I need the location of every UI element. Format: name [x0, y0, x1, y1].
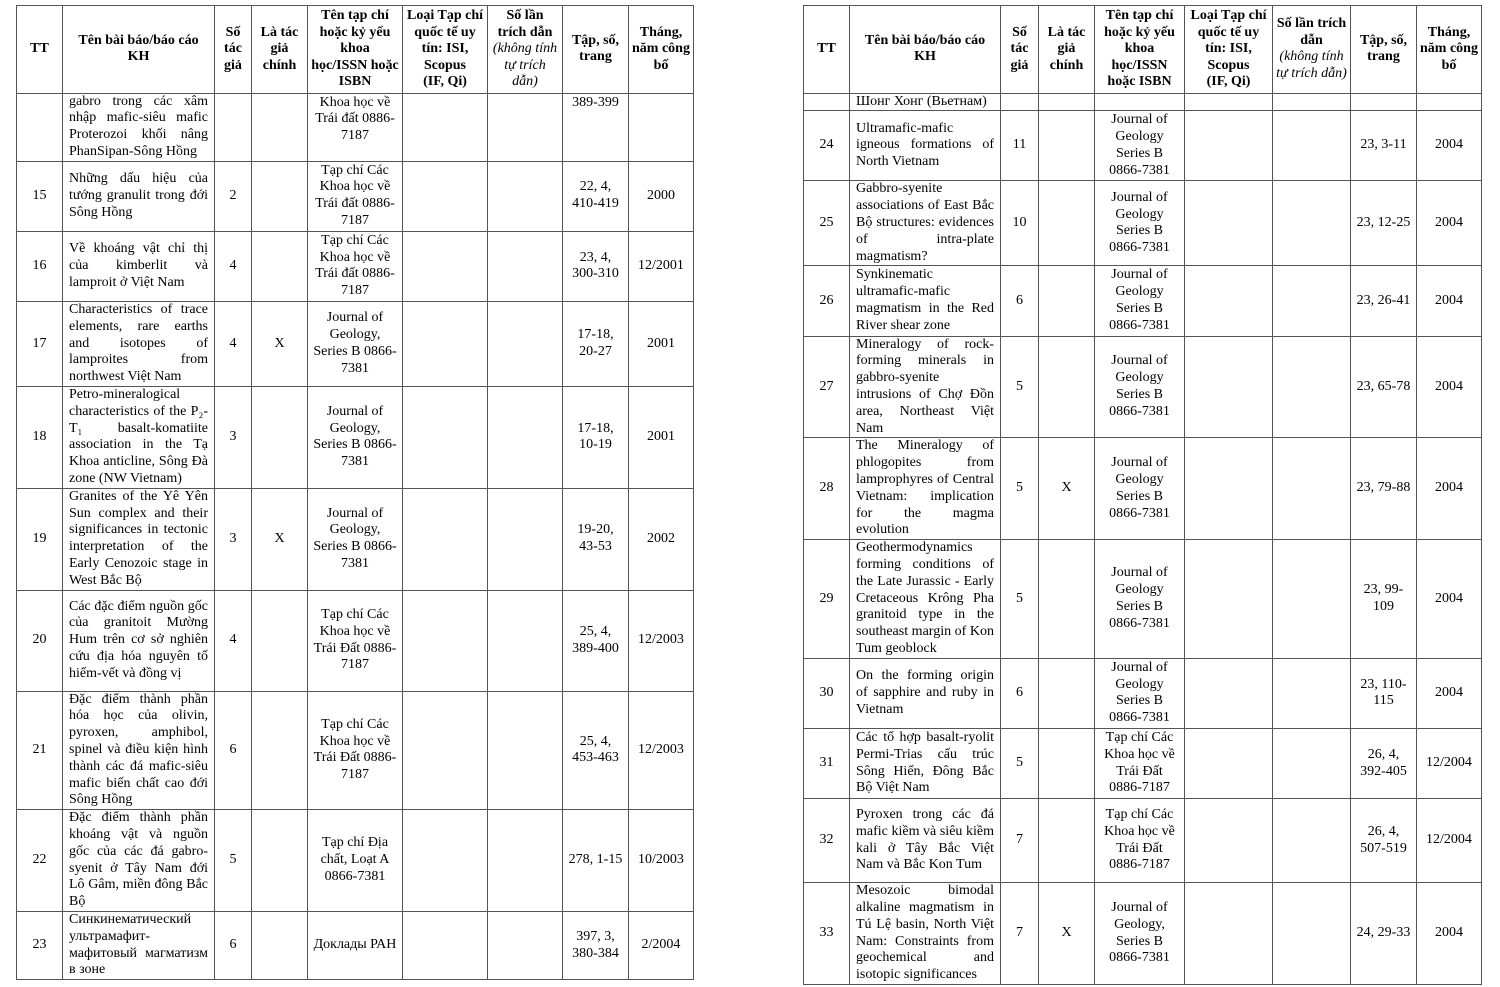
cell-date: 2004: [1417, 540, 1482, 659]
cell-type: [1185, 799, 1273, 883]
header-main-author: Là tác giả chính: [252, 6, 308, 94]
cell-title: Petro-mineralogical characteristics of the P₂-T₁ basalt-komatiite association in the Tạ Khoa anticline, Sông Đà zone (NW Vietnam): [63, 387, 215, 489]
cell-type: [403, 810, 488, 912]
cell-date: 2/2004: [629, 911, 694, 979]
header-authors: Số tác giả: [1001, 6, 1039, 94]
cell-type: [403, 161, 488, 231]
cell-volume: 278, 1-15: [563, 810, 629, 912]
cell-date: 2004: [1417, 883, 1482, 985]
cell-type: [1185, 540, 1273, 659]
cell-main-author: [1039, 540, 1095, 659]
cell-journal: Journal of Geology, Series B 0866-7381: [1095, 883, 1185, 985]
header-type: [403, 6, 488, 94]
cell-title: The Mineralogy of phlogopites from lamprophyres of Central Vietnam: implication for the magma evolution: [850, 438, 1001, 540]
cell-title: Gabbro-syenite associations of East Bắc Bộ structures: evidences of intra-plate magmatism?: [850, 181, 1001, 266]
cell-volume: 22, 4, 410-419: [563, 161, 629, 231]
cell-title: Mesozoic bimodal alkaline magmatism in Tú Lệ basin, North Việt Nam: Constraints from geochemical and isotopic significances: [850, 883, 1001, 985]
cell-volume: 23, 26-41: [1351, 266, 1417, 336]
cell-title: Characteristics of trace elements, rare earths and isotopes of lamproites from northwest Việt Nam: [63, 302, 215, 387]
right-page: [803, 5, 1482, 985]
table-row: [804, 799, 1482, 883]
cell-main-author: [252, 810, 308, 912]
cell-authors: [215, 93, 252, 161]
table-row: [804, 658, 1482, 728]
cell-tt: 31: [804, 728, 850, 798]
cell-title: Những dấu hiệu của tướng granulit trong đới Sông Hồng: [63, 161, 215, 231]
cell-type: [1185, 266, 1273, 336]
cell-title: Geothermodynamics forming conditions of the Late Jurassic - Early Cretaceous Krông Pha granitoid type in the southeast margin of Kon Tum geoblock: [850, 540, 1001, 659]
cell-authors: 6: [1001, 658, 1039, 728]
publications-table-left: [16, 5, 694, 980]
cell-date: 12/2003: [629, 590, 694, 691]
cell-citations: [488, 810, 563, 912]
cell-date: 2004: [1417, 266, 1482, 336]
cell-main-author: X: [252, 302, 308, 387]
cell-citations: [1273, 266, 1351, 336]
cell-date: 12/2001: [629, 231, 694, 301]
cell-type: [1185, 93, 1273, 111]
cell-authors: 7: [1001, 883, 1039, 985]
cell-citations: [1273, 799, 1351, 883]
header-citations: [488, 6, 563, 94]
cell-main-author: [252, 691, 308, 810]
header-main-author: Là tác giả chính: [1039, 6, 1095, 94]
cell-main-author: [1039, 181, 1095, 266]
cell-title: Các tổ hợp basalt-ryolit Permi-Trias cấu trúc Sông Hiến, Đông Bắc Bộ Việt Nam: [850, 728, 1001, 798]
table-row: [17, 488, 694, 590]
table-row: [17, 691, 694, 810]
cell-citations: [1273, 93, 1351, 111]
cell-type: [1185, 883, 1273, 985]
cell-journal: Journal of Geology Series B 0866-7381: [1095, 658, 1185, 728]
rows-left: [17, 93, 694, 980]
table-row: [804, 181, 1482, 266]
cell-main-author: [252, 387, 308, 489]
cell-title: Về khoáng vật chỉ thị của kimberlit và lamproit ở Việt Nam: [63, 231, 215, 301]
cell-date: 2002: [629, 488, 694, 590]
cell-authors: 3: [215, 387, 252, 489]
cell-journal: Journal of Geology, Series B 0866-7381: [308, 302, 403, 387]
cell-date: 2004: [1417, 181, 1482, 266]
left-page: [16, 5, 694, 980]
cell-volume: 17-18, 20-27: [563, 302, 629, 387]
table-row: [17, 231, 694, 301]
cell-citations: [1273, 181, 1351, 266]
cell-journal: Tạp chí Các Khoa học về Trái Đất 0886-7187: [308, 590, 403, 691]
cell-main-author: X: [252, 488, 308, 590]
table-row: [804, 111, 1482, 181]
header-type: [1185, 6, 1273, 94]
cell-tt: 33: [804, 883, 850, 985]
header-type-sub: (IF, Qi): [423, 74, 467, 89]
cell-main-author: X: [1039, 438, 1095, 540]
cell-volume: 17-18, 10-19: [563, 387, 629, 489]
header-row: [804, 6, 1482, 94]
cell-date: 2004: [1417, 438, 1482, 540]
cell-title: Синкинематический ультрамафит-мафитовый магматизм в зоне: [63, 911, 215, 979]
cell-volume: 26, 4, 392-405: [1351, 728, 1417, 798]
cell-volume: 24, 29-33: [1351, 883, 1417, 985]
cell-volume: [1351, 93, 1417, 111]
table-row: [17, 810, 694, 912]
table-row: [17, 590, 694, 691]
cell-type: [403, 302, 488, 387]
cell-citations: [1273, 336, 1351, 438]
cell-journal: [1095, 93, 1185, 111]
cell-journal: Tạp chí Các Khoa học về Trái Đất 0886-7187: [1095, 799, 1185, 883]
publications-table-right: [803, 5, 1482, 985]
cell-title: Synkinematic ultramafic-mafic magmatism in the Red River shear zone: [850, 266, 1001, 336]
cell-authors: 5: [1001, 540, 1039, 659]
cell-volume: 389-399: [563, 93, 629, 161]
cell-type: [403, 488, 488, 590]
cell-journal: Journal of Geology Series B 0866-7381: [1095, 111, 1185, 181]
header-date: Tháng, năm công bố: [1417, 6, 1482, 94]
cell-type: [1185, 728, 1273, 798]
cell-authors: 7: [1001, 799, 1039, 883]
cell-type: [1185, 438, 1273, 540]
cell-volume: 23, 12-25: [1351, 181, 1417, 266]
cell-volume: 23, 4, 300-310: [563, 231, 629, 301]
header-citations: [1273, 6, 1351, 94]
table-row: [804, 728, 1482, 798]
cell-journal: Journal of Geology, Series B 0866-7381: [308, 387, 403, 489]
cell-main-author: [252, 161, 308, 231]
rows-right: [804, 93, 1482, 984]
table-row: [804, 540, 1482, 659]
cell-authors: 11: [1001, 111, 1039, 181]
cell-citations: [488, 911, 563, 979]
header-title: Tên bài báo/báo cáo KH: [850, 6, 1001, 94]
cell-title: Các đặc điểm nguồn gốc của granitoit Mường Hum trên cơ sở nghiên cứu địa hóa nguyên tố hiếm-vết và đồng vị: [63, 590, 215, 691]
cell-authors: 4: [215, 590, 252, 691]
header-tt: TT: [804, 6, 850, 94]
cell-type: [403, 231, 488, 301]
cell-tt: 23: [17, 911, 63, 979]
cell-authors: 4: [215, 302, 252, 387]
cell-title: Шонг Хонг (Вьетнам): [850, 93, 1001, 111]
cell-tt: 30: [804, 658, 850, 728]
cell-main-author: [1039, 336, 1095, 438]
cell-citations: [1273, 883, 1351, 985]
header-citations-text: Số lần trích dẫn: [497, 8, 553, 40]
cell-date: 2000: [629, 161, 694, 231]
cell-authors: 2: [215, 161, 252, 231]
header-volume: Tập, số, trang: [563, 6, 629, 94]
cell-citations: [1273, 540, 1351, 659]
cell-citations: [488, 488, 563, 590]
cell-type: [403, 93, 488, 161]
cell-authors: 6: [1001, 266, 1039, 336]
table-row: [17, 93, 694, 161]
cell-volume: 19-20, 43-53: [563, 488, 629, 590]
table-row: [804, 93, 1482, 111]
cell-journal: Tạp chí Các Khoa học về Trái Đất 0886-7187: [1095, 728, 1185, 798]
cell-main-author: [1039, 111, 1095, 181]
cell-citations: [488, 590, 563, 691]
cell-main-author: [1039, 728, 1095, 798]
cell-citations: [488, 93, 563, 161]
table-row: [804, 883, 1482, 985]
table-row: [17, 387, 694, 489]
cell-journal: Tạp chí Các Khoa học về Trái đất 0886-7187: [308, 231, 403, 301]
cell-tt: 16: [17, 231, 63, 301]
cell-type: [403, 590, 488, 691]
cell-main-author: [252, 590, 308, 691]
cell-tt: 27: [804, 336, 850, 438]
cell-tt: 28: [804, 438, 850, 540]
cell-title: Mineralogy of rock-forming minerals in gabbro-syenite intrusions of Chợ Đồn area, Northeast Việt Nam: [850, 336, 1001, 438]
cell-title: Granites of the Yê Yên Sun complex and their significances in tectonic interpretation of the Early Cenozoic stage in West Bắc Bộ: [63, 488, 215, 590]
cell-title: gabro trong các xâm nhập mafic-siêu mafic Proterozoi khối nâng PhanSipan-Sông Hồng: [63, 93, 215, 161]
cell-journal: Tạp chí Địa chất, Loạt A 0866-7381: [308, 810, 403, 912]
cell-journal: Khoa học về Trái đất 0886-7187: [308, 93, 403, 161]
table-row: [804, 438, 1482, 540]
header-volume: Tập, số, trang: [1351, 6, 1417, 94]
cell-journal: Tạp chí Các Khoa học về Trái Đất 0886-7187: [308, 691, 403, 810]
cell-volume: 25, 4, 453-463: [563, 691, 629, 810]
header-type-sub: (IF, Qi): [1206, 74, 1251, 89]
cell-type: [403, 387, 488, 489]
cell-authors: 5: [215, 810, 252, 912]
cell-tt: 17: [17, 302, 63, 387]
cell-date: 2001: [629, 302, 694, 387]
cell-tt: 21: [17, 691, 63, 810]
cell-authors: 10: [1001, 181, 1039, 266]
header-journal: Tên tạp chí hoặc kỷ yếu khoa học/ISSN hoặc ISBN: [1095, 6, 1185, 94]
cell-date: [1417, 93, 1482, 111]
cell-date: 2001: [629, 387, 694, 489]
cell-citations: [488, 161, 563, 231]
table-row: [17, 302, 694, 387]
table-row: [804, 266, 1482, 336]
cell-volume: 25, 4, 389-400: [563, 590, 629, 691]
cell-citations: [488, 302, 563, 387]
cell-volume: 23, 99-109: [1351, 540, 1417, 659]
header-row: [17, 6, 694, 94]
cell-journal: Tạp chí Các Khoa học về Trái đất 0886-7187: [308, 161, 403, 231]
cell-citations: [488, 691, 563, 810]
cell-date: 10/2003: [629, 810, 694, 912]
cell-volume: 23, 79-88: [1351, 438, 1417, 540]
cell-main-author: X: [1039, 883, 1095, 985]
cell-journal: Journal of Geology Series B 0866-7381: [1095, 540, 1185, 659]
cell-citations: [1273, 438, 1351, 540]
cell-tt: 19: [17, 488, 63, 590]
cell-authors: 3: [215, 488, 252, 590]
cell-journal: Journal of Geology Series B 0866-7381: [1095, 266, 1185, 336]
cell-tt: [804, 93, 850, 111]
cell-authors: [1001, 93, 1039, 111]
cell-tt: 25: [804, 181, 850, 266]
cell-main-author: [252, 231, 308, 301]
cell-title: Đặc điểm thành phần hóa học của olivin, pyroxen, amphibol, spinel và điều kiện hình thành các đá mafic-siêu mafic biến chất cao đới Sông Hồng: [63, 691, 215, 810]
cell-citations: [1273, 728, 1351, 798]
cell-citations: [1273, 658, 1351, 728]
cell-tt: 22: [17, 810, 63, 912]
cell-citations: [488, 387, 563, 489]
cell-journal: Journal of Geology Series B 0866-7381: [1095, 438, 1185, 540]
cell-journal: Journal of Geology, Series B 0866-7381: [308, 488, 403, 590]
cell-journal: Доклады РАН: [308, 911, 403, 979]
cell-date: [629, 93, 694, 161]
cell-tt: 24: [804, 111, 850, 181]
cell-date: 12/2003: [629, 691, 694, 810]
cell-tt: 26: [804, 266, 850, 336]
header-title: Tên bài báo/báo cáo KH: [63, 6, 215, 94]
header-citations-text: Số lần trích dẫn: [1276, 16, 1347, 48]
cell-title: Ultramafic-mafic igneous formations of North Vietnam: [850, 111, 1001, 181]
cell-tt: 32: [804, 799, 850, 883]
cell-type: [1185, 111, 1273, 181]
cell-date: 12/2004: [1417, 799, 1482, 883]
cell-citations: [488, 231, 563, 301]
header-citations-note: (không tính tự trích dẫn): [1276, 49, 1347, 81]
cell-authors: 5: [1001, 438, 1039, 540]
cell-type: [1185, 181, 1273, 266]
cell-volume: 23, 110-115: [1351, 658, 1417, 728]
cell-main-author: [1039, 658, 1095, 728]
cell-title: Pyroxen trong các đá mafic kiềm và siêu kiềm kali ở Tây Bắc Việt Nam và Bắc Kon Tum: [850, 799, 1001, 883]
header-authors: Số tác giả: [215, 6, 252, 94]
cell-type: [1185, 658, 1273, 728]
cell-type: [403, 691, 488, 810]
cell-authors: 4: [215, 231, 252, 301]
cell-type: [403, 911, 488, 979]
table-row: [17, 161, 694, 231]
header-type-text: Loại Tạp chí quốc tế uy tín: ISI, Scopus: [407, 8, 483, 73]
cell-authors: 6: [215, 691, 252, 810]
header-citations-note: (không tính tự trích dẫn): [492, 41, 558, 89]
cell-main-author: [1039, 799, 1095, 883]
cell-volume: 23, 65-78: [1351, 336, 1417, 438]
cell-journal: Journal of Geology Series B 0866-7381: [1095, 181, 1185, 266]
cell-tt: 29: [804, 540, 850, 659]
cell-authors: 5: [1001, 728, 1039, 798]
cell-date: 12/2004: [1417, 728, 1482, 798]
cell-tt: 15: [17, 161, 63, 231]
cell-volume: 397, 3, 380-384: [563, 911, 629, 979]
cell-authors: 6: [215, 911, 252, 979]
header-date: Tháng, năm công bố: [629, 6, 694, 94]
cell-date: 2004: [1417, 111, 1482, 181]
cell-type: [1185, 336, 1273, 438]
cell-main-author: [252, 911, 308, 979]
cell-citations: [1273, 111, 1351, 181]
cell-title: On the forming origin of sapphire and ruby in Vietnam: [850, 658, 1001, 728]
table-row: [17, 911, 694, 979]
cell-authors: 5: [1001, 336, 1039, 438]
cell-volume: 26, 4, 507-519: [1351, 799, 1417, 883]
cell-volume: 23, 3-11: [1351, 111, 1417, 181]
cell-date: 2004: [1417, 658, 1482, 728]
header-type-text: Loại Tạp chí quốc tế uy tín: ISI, Scopus: [1190, 8, 1267, 73]
cell-tt: [17, 93, 63, 161]
cell-main-author: [1039, 266, 1095, 336]
cell-tt: 18: [17, 387, 63, 489]
cell-tt: 20: [17, 590, 63, 691]
cell-main-author: [1039, 93, 1095, 111]
header-tt: TT: [17, 6, 63, 94]
cell-main-author: [252, 93, 308, 161]
cell-journal: Journal of Geology Series B 0866-7381: [1095, 336, 1185, 438]
header-journal: Tên tạp chí hoặc kỷ yếu khoa học/ISSN hoặc ISBN: [308, 6, 403, 94]
table-row: [804, 336, 1482, 438]
cell-date: 2004: [1417, 336, 1482, 438]
cell-title: Đặc điểm thành phần khoáng vật và nguồn gốc của các đá gabro-syenit ở Tây Nam đới Lô Gâm, miền đông Bắc Bộ: [63, 810, 215, 912]
